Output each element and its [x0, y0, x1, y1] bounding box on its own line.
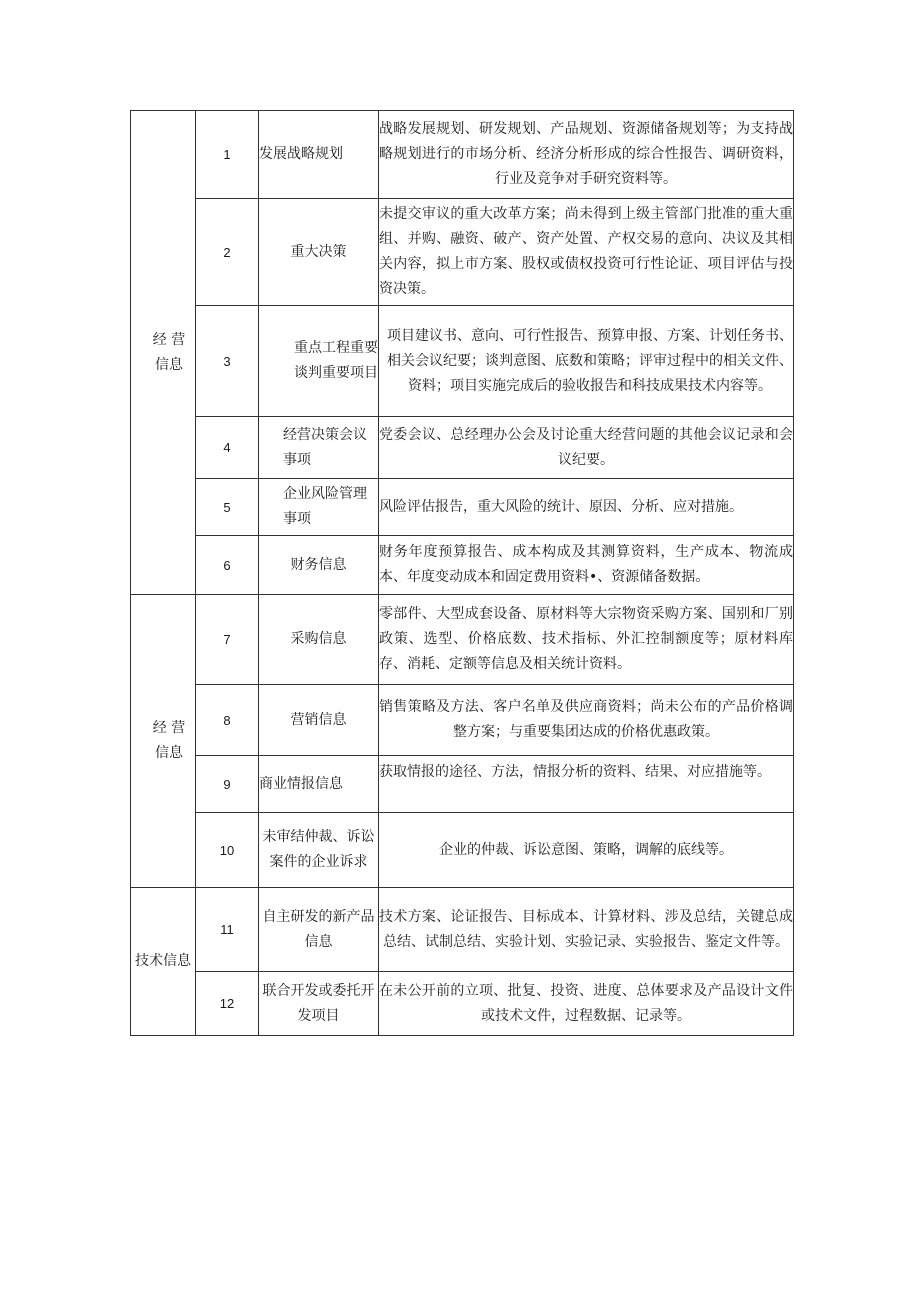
row-number: 6	[196, 536, 259, 595]
table-row	[131, 685, 794, 756]
table-row	[131, 479, 794, 536]
item-description: 战略发展规划、研发规划、产品规划、资源储备规划等；为支持战略规划进行的市场分析、经济分析形成的综合性报告、调研资料，行业及竞争对手研究资料等。	[379, 111, 794, 199]
item-description: 技术方案、论证报告、目标成本、计算材料、涉及总结，关键总成总结、试制总结、实验计划、实验记录、实验报告、鉴定文件等。	[379, 888, 794, 972]
item-name: 经营决策会议事项	[259, 417, 379, 479]
table-row	[131, 306, 794, 417]
category-label: 技术信息	[135, 953, 191, 969]
table-row	[131, 417, 794, 479]
item-description: 财务年度预算报告、成本构成及其测算资料，生产成本、物流成本、年度变动成本和固定费用资料•、资源储备数据。	[379, 536, 794, 595]
table-row	[131, 111, 794, 199]
item-name: 采购信息	[259, 595, 379, 685]
row-number: 8	[196, 685, 259, 756]
item-name: 商业情报信息	[259, 756, 379, 813]
category-cell	[131, 888, 196, 1036]
category-cell	[131, 595, 196, 888]
item-description: 风险评估报告，重大风险的统计、原因、分析、应对措施。	[379, 479, 794, 536]
table-row	[131, 813, 794, 888]
item-description: 未提交审议的重大改革方案；尚未得到上级主管部门批准的重大重组、并购、融资、破产、资产处置、产权交易的意向、决议及其相关内容，拟上市方案、股权或债权投资可行性论证、项目评估与投资决策。	[379, 199, 794, 306]
table-row	[131, 595, 794, 685]
item-name: 自主研发的新产品信息	[259, 888, 379, 972]
item-description: 党委会议、总经理办公会及讨论重大经营问题的其他会议记录和会议纪要。	[379, 417, 794, 479]
row-number: 4	[196, 417, 259, 479]
item-description: 获取情报的途径、方法，情报分析的资料、结果、对应措施等。	[379, 756, 794, 813]
item-name: 发展战略规划	[259, 111, 379, 199]
row-number: 10	[196, 813, 259, 888]
item-description: 企业的仲裁、诉讼意图、策略，调解的底线等。	[379, 813, 794, 888]
category-cell	[131, 111, 196, 595]
item-description: 在未公开前的立项、批复、投资、进度、总体要求及产品设计文件或技术文件，过程数据、记录等。	[379, 972, 794, 1036]
item-name: 重点工程重要谈判重要项目	[259, 306, 379, 417]
table-row	[131, 972, 794, 1036]
category-label: 经 营 信息	[152, 720, 186, 761]
row-number: 12	[196, 972, 259, 1036]
row-number: 9	[196, 756, 259, 813]
row-number: 5	[196, 479, 259, 536]
item-name: 重大决策	[259, 199, 379, 306]
item-name: 未审结仲裁、诉讼案件的企业诉求	[259, 813, 379, 888]
confidential-info-table	[130, 110, 794, 1036]
row-number: 7	[196, 595, 259, 685]
table-row	[131, 199, 794, 306]
row-number: 2	[196, 199, 259, 306]
item-name: 财务信息	[259, 536, 379, 595]
table-row	[131, 536, 794, 595]
item-description: 项目建议书、意向、可行性报告、预算申报、方案、计划任务书、相关会议纪要；谈判意图、底数和策略；评审过程中的相关文件、资料；项目实施完成后的验收报告和科技成果技术内容等。	[379, 306, 794, 417]
item-description: 零部件、大型成套设备、原材料等大宗物资采购方案、国别和厂别政策、选型、价格底数、技术指标、外汇控制额度等；原材料库存、消耗、定额等信息及相关统计资料。	[379, 595, 794, 685]
item-name: 联合开发或委托开发项目	[259, 972, 379, 1036]
item-name: 营销信息	[259, 685, 379, 756]
item-name: 企业风险管理事项	[259, 479, 379, 536]
row-number: 11	[196, 888, 259, 972]
row-number: 3	[196, 306, 259, 417]
category-label: 经 营 信息	[152, 331, 186, 373]
item-description: 销售策略及方法、客户名单及供应商资料；尚未公布的产品价格调整方案；与重要集团达成的价格优惠政策。	[379, 685, 794, 756]
row-number: 1	[196, 111, 259, 199]
table-row	[131, 888, 794, 972]
table-row	[131, 756, 794, 813]
